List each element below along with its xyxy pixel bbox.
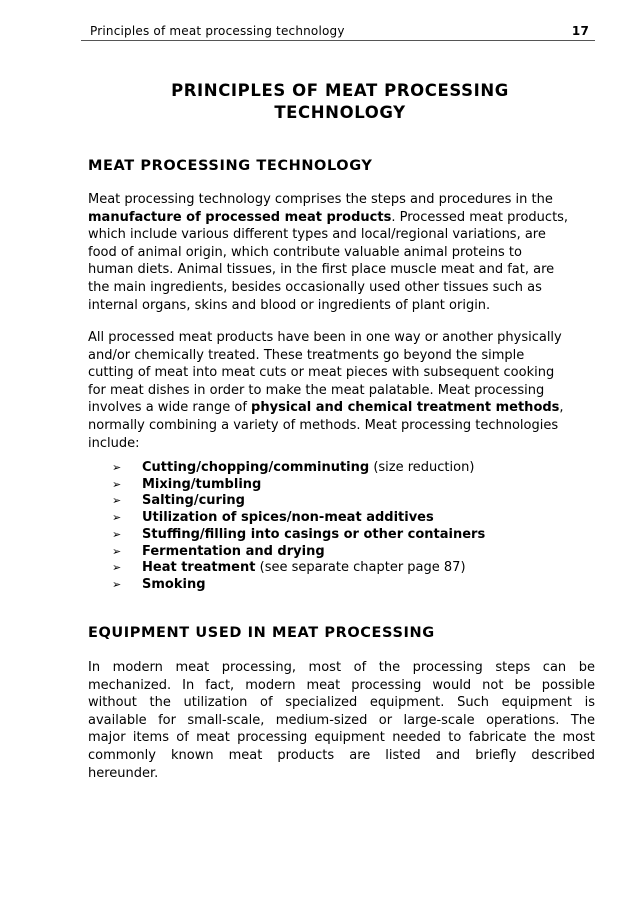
list-item-term: Utilization of spices/non-meat additives [142, 510, 434, 526]
arrow-bullet-icon: ➢ [112, 527, 122, 541]
text-fragment: , [559, 400, 564, 416]
text-line: Meat processing technology comprises the steps and procedures in the [88, 192, 553, 207]
arrow-bullet-icon: ➢ [112, 477, 122, 491]
text-line: normally combining a variety of methods. Meat processing technologies [88, 417, 559, 433]
list-item [112, 527, 485, 544]
list-item [112, 510, 485, 527]
list-item-term: Salting/curing [142, 493, 245, 509]
list-item-term: Fermentation and drying [142, 543, 325, 559]
list-item [112, 544, 485, 561]
list-item-note: (size reduction) [369, 460, 475, 475]
text-line: commonly known meat products are listed and briefly described [88, 747, 595, 763]
arrow-bullet-icon: ➢ [112, 461, 122, 474]
text-line: All processed meat products have been in one way or another physically [88, 330, 562, 345]
arrow-bullet-icon: ➢ [112, 511, 122, 525]
list-item [112, 560, 485, 577]
bold-term: manufacture of processed meat products [88, 209, 392, 225]
paragraph-treatments [88, 329, 598, 452]
text-line: internal organs, skins and blood or ingredients of plant origin. [88, 297, 491, 313]
list-item [112, 477, 485, 494]
list-item-note: (see separate chapter page 87) [255, 560, 466, 576]
arrow-bullet-icon: ➢ [112, 577, 122, 591]
processing-technologies-list [112, 460, 485, 594]
list-item [112, 577, 485, 594]
list-item-term: Heat treatment [142, 560, 256, 576]
arrow-bullet-icon: ➢ [112, 561, 122, 575]
text-line: mechanized. In fact, modern meat processing would not be possible [88, 677, 595, 693]
text-fragment: involves a wide range of [88, 400, 252, 416]
section-heading-equipment: EQUIPMENT USED IN MEAT PROCESSING [88, 625, 435, 641]
text-fragment: . Processed meat products, [391, 209, 569, 225]
list-item-term: Cutting/chopping/comminuting [142, 460, 370, 475]
running-title: Principles of meat processing technology [90, 24, 345, 38]
running-header [81, 18, 595, 41]
text-line [88, 209, 598, 227]
list-item [112, 493, 485, 510]
text-line: human diets. Animal tissues, in the first place muscle meat and fat, are [88, 262, 555, 278]
text-line: hereunder. [88, 765, 159, 781]
text-line: without the utilization of specialized equipment. Such equipment is [88, 695, 595, 711]
list-item [112, 460, 485, 477]
list-item-term: Smoking [142, 576, 206, 592]
arrow-bullet-icon: ➢ [112, 544, 122, 558]
text-line: include: [88, 435, 140, 451]
text-line: available for small-scale, medium-sized or large-scale operations. The [88, 712, 595, 728]
page-title-line-1: PRINCIPLES OF MEAT PROCESSING [171, 81, 509, 100]
text-line: for meat dishes in order to make the meat palatable. Meat processing [88, 382, 545, 398]
list-item-term: Mixing/tumbling [142, 476, 262, 492]
section-heading-meat-processing-technology: MEAT PROCESSING TECHNOLOGY [88, 158, 373, 174]
text-line [88, 399, 598, 417]
text-line: cutting of meat into meat cuts or meat pieces with subsequent cooking [88, 365, 555, 381]
page-title [80, 80, 600, 124]
paragraph-equipment [88, 659, 595, 782]
arrow-bullet-icon: ➢ [112, 494, 122, 508]
text-line: the main ingredients, besides occasionally used other tissues such as [88, 279, 542, 295]
page-title-line-2: TECHNOLOGY [274, 103, 406, 122]
page-number: 17 [571, 24, 589, 38]
text-line: and/or chemically treated. These treatments go beyond the simple [88, 347, 525, 363]
text-line: In modern meat processing, most of the processing steps can be [88, 660, 595, 675]
text-line: which include various different types and local/regional variations, are [88, 227, 546, 243]
text-line: food of animal origin, which contribute valuable animal proteins to [88, 244, 522, 260]
paragraph-intro [88, 191, 598, 314]
text-line: major items of meat processing equipment needed to fabricate the most [88, 730, 595, 746]
bold-term: physical and chemical treatment methods [251, 400, 560, 416]
list-item-term: Stuffing/filling into casings or other containers [142, 526, 486, 542]
